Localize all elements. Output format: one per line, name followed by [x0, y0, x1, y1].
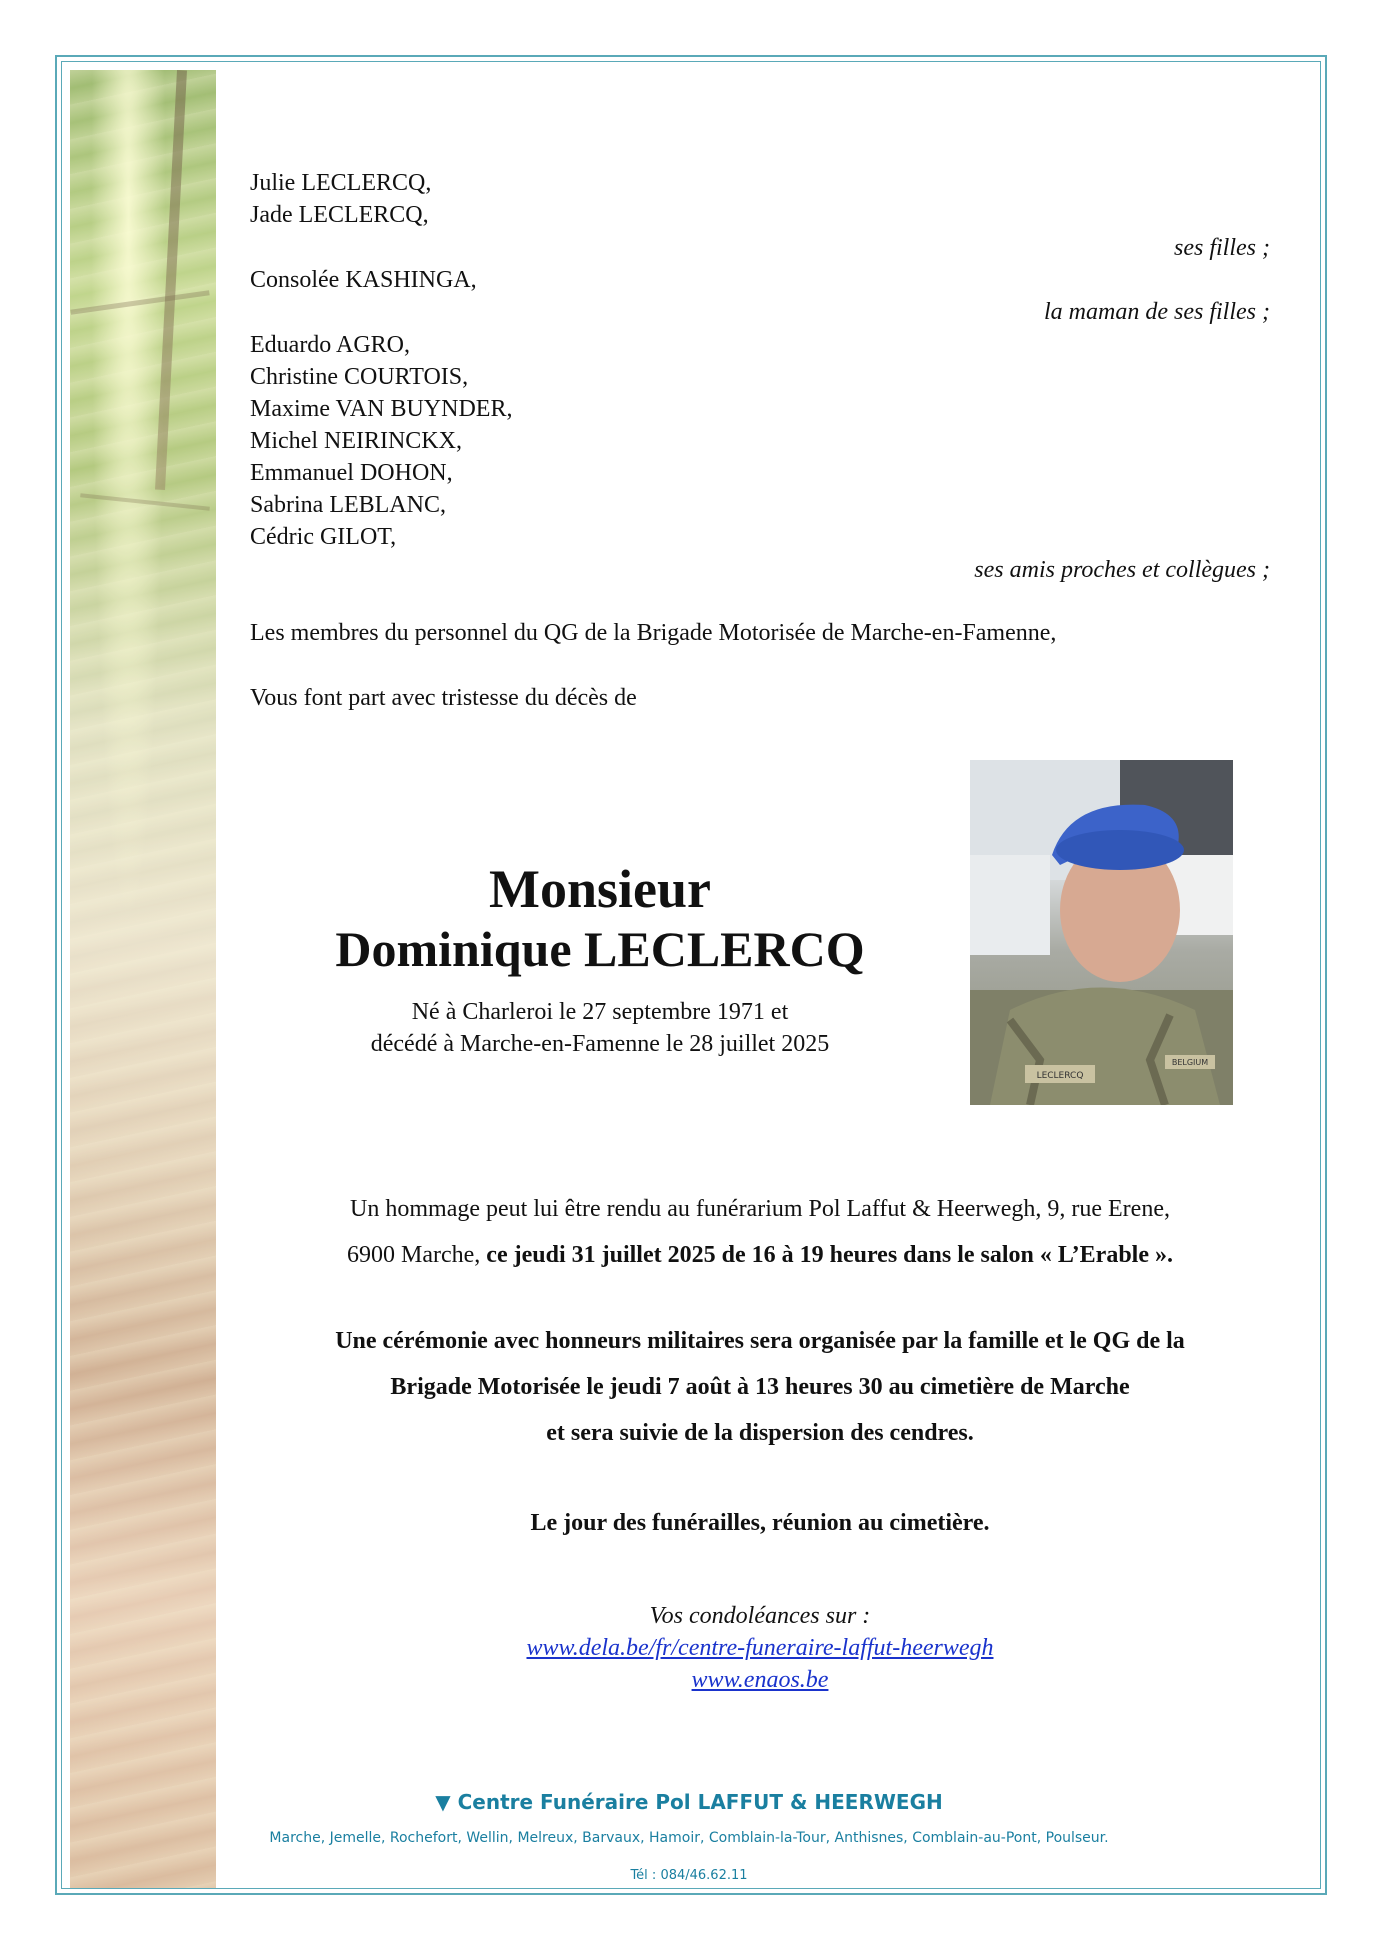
ceremony-block — [250, 1318, 1270, 1456]
daughter-name: Julie LECLERCQ, — [250, 170, 432, 196]
deceased-name: Dominique LECLERCQ — [335, 921, 865, 977]
footer-phone: Tél : 084/46.62.11 — [630, 1868, 748, 1883]
staff-line: Les membres du personnel du QG de la Brigade Motorisée de Marche-en-Famenne, — [250, 620, 1057, 646]
photo-country-tag: BELGIUM — [1171, 1058, 1209, 1067]
mother-role: la maman de ses filles ; — [1044, 299, 1270, 325]
friend-name: Maxime VAN BUYNDER, — [250, 396, 513, 422]
mother-name: Consolée KASHINGA, — [250, 267, 477, 293]
footer-company — [0, 1790, 1378, 1814]
tribute-address: 6900 Marche, — [347, 1242, 487, 1268]
friend-name: Emmanuel DOHON, — [250, 460, 453, 486]
condolences-block — [250, 1600, 1270, 1696]
tribute-time: ce jeudi 31 juillet 2025 de 16 à 19 heures dans le salon « L’Erable ». — [486, 1242, 1173, 1268]
death-line: décédé à Marche-en-Famenne le 28 juillet 2025 — [370, 1031, 830, 1057]
tribute-line-1: Un hommage peut lui être rendu au funérarium Pol Laffut & Heerwegh, 9, rue Erene, — [350, 1196, 1170, 1222]
ceremony-line-2: Brigade Motorisée le jeudi 7 août à 13 heures 30 au cimetière de Marche — [390, 1374, 1130, 1400]
ceremony-line-3: et sera suivie de la dispersion des cendres. — [546, 1420, 974, 1446]
condolences-link-dela[interactable]: www.dela.be/fr/centre-funeraire-laffut-heerwegh — [526, 1635, 994, 1661]
photo-name-tag: LECLERCQ — [1036, 1071, 1084, 1081]
meeting-line: Le jour des funérailles, réunion au cimetière. — [530, 1510, 990, 1536]
friends-role: ses amis proches et collègues ; — [974, 557, 1270, 583]
friend-name: Christine COURTOIS, — [250, 364, 469, 390]
condolences-link-enaos[interactable]: www.enaos.be — [691, 1667, 829, 1693]
triangle-down-icon: ▼ — [435, 1790, 451, 1814]
condolences-label: Vos condoléances sur : — [649, 1603, 871, 1629]
friend-name: Sabrina LEBLANC, — [250, 492, 446, 518]
daughters-role: ses filles ; — [1174, 235, 1270, 261]
deceased-title: Monsieur — [489, 859, 711, 919]
friend-name: Cédric GILOT, — [250, 524, 397, 550]
forest-path-image — [70, 70, 216, 1888]
ceremony-line-1: Une cérémonie avec honneurs militaires sera organisée par la famille et le QG de la — [335, 1328, 1185, 1354]
tribute-block — [250, 1186, 1270, 1278]
announce-line: Vous font part avec tristesse du décès de — [250, 685, 637, 711]
friend-name: Michel NEIRINCKX, — [250, 428, 462, 454]
company-name: Centre Funéraire Pol LAFFUT & HEERWEGH — [457, 1790, 943, 1814]
daughter-name: Jade LECLERCQ, — [250, 202, 429, 228]
friend-name: Eduardo AGRO, — [250, 332, 410, 358]
footer-towns: Marche, Jemelle, Rochefort, Wellin, Melreux, Barvaux, Hamoir, Comblain-la-Tour, Anthisnes, Comblain-au-Pont, Poulseur. — [269, 1830, 1109, 1846]
tribute-line-2 — [250, 1232, 1270, 1278]
birth-line: Né à Charleroi le 27 septembre 1971 et — [411, 999, 789, 1025]
portrait-photo — [970, 760, 1233, 1105]
